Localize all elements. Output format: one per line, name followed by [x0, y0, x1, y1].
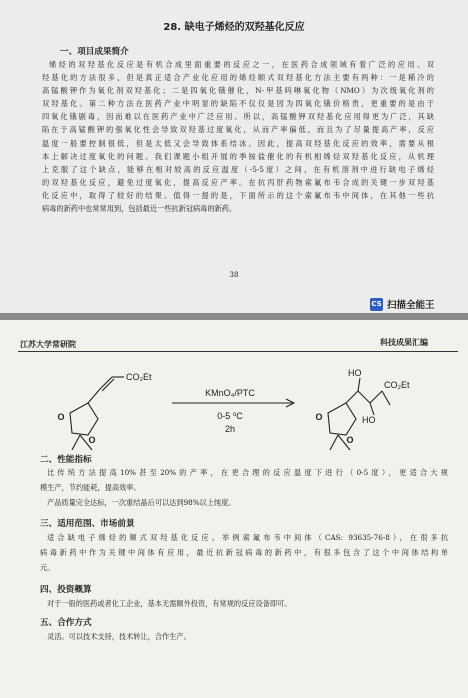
- performance-line-2: 模生产，节约能耗，提高效率。: [40, 483, 141, 492]
- document-page-2: [0, 320, 468, 698]
- section-heading-summary: 一、项目成果简介: [60, 47, 129, 57]
- header-institution: 江苏大学常研院: [20, 340, 76, 349]
- scope-paragraph: [40, 530, 448, 575]
- investment-line: 对于一般的医药或者化工企业，基本无需额外投资，有常规的反应设备即可。: [47, 599, 292, 608]
- svg-text:O: O: [346, 435, 354, 445]
- reactant-ester-label: CO₂Et: [126, 372, 152, 382]
- summary-line: 陷在于高锰酸钾的强氧化性会导致双羟基过度氧化，从而产率偏低，而且为了尽量提高产率，反应: [42, 125, 434, 135]
- scanner-label: 扫描全能王: [387, 300, 435, 311]
- performance-line-1: 比传统方法提高10%甚至20%的产率，在更合理的反应温度下进行（0-5度），更适合大规: [47, 468, 448, 477]
- cooperation-paragraph: [40, 630, 448, 643]
- summary-line: 本上解决过度氧化的问题。我们课题小组开展的季铵盐催化的有机相烯烃双羟基化反应，从机理: [42, 151, 434, 161]
- reactant-dioxolane-ring: [70, 403, 98, 435]
- scanner-watermark: [370, 297, 435, 311]
- summary-line: 温度一般要控制很低，但是太低又会导致体系结冰。因此，提高双羟基化反应的效率，需要从根: [42, 138, 434, 148]
- product-ester-label: CO₂Et: [384, 380, 410, 390]
- scope-line-3: 元。: [40, 563, 55, 572]
- summary-line: 高锰酸钾作为氧化剂双羟基化；二是四氧化锇催化，N-甲基吗啉氧化物（NMO）为次级氧化剂的: [42, 86, 434, 96]
- product-dioxolane-ring: [328, 403, 356, 435]
- scope-line-1: 适合缺电子烯烃的顺式双羟基化反应。举例索氟布韦中间体（CAS: 93635-76-8），在很多抗: [47, 533, 448, 542]
- svg-text:O: O: [57, 412, 65, 422]
- document-page-1: [0, 0, 468, 313]
- cooperation-line: 灵活。可以技术支持，技术转让，合作生产。: [47, 632, 191, 641]
- summary-line: 上克服了这个缺点，能够在相对较高的反应温度（-5-5度）之间，在有机溶剂中进行缺电子烯烃: [42, 164, 434, 174]
- summary-paragraph: [42, 58, 434, 215]
- reagent-label: KMnO₄/PTC: [205, 388, 255, 398]
- section-heading-investment: 四、投资概算: [40, 585, 92, 595]
- section-heading-scope: 三、适用范围、市场前景: [40, 519, 135, 529]
- scanner-logo-icon: CS: [370, 298, 383, 311]
- summary-line: 化反应中，取得了较好的结果。值得一提的是，下面所示的这个索氟布韦中间体，在其他一些抗: [42, 190, 434, 200]
- time-label: 2h: [224, 424, 236, 434]
- svg-text:O: O: [315, 412, 323, 422]
- summary-line: 四氧化锇剧毒，因而难以在医药产业中广泛应用。所以，高锰酸钾双羟基化应用得更为广泛，其缺: [42, 112, 434, 122]
- page-number: 38: [229, 271, 239, 279]
- header-collection-title: 科技成果汇编: [380, 338, 428, 347]
- summary-line: 双羟基化。第二种方法在医药产业中明显的缺陷不仅仅是因为四氧化锇价格贵，更重要的是由于: [42, 99, 434, 109]
- temperature-label: 0-5 ⁰C: [217, 411, 243, 421]
- summary-line: 的双羟基化反应，避免过度氧化，提高反应产率。在抗丙肝药物索氟布韦合成的关键一步双羟基: [42, 177, 434, 187]
- scope-line-2: 病毒新药中作为关键中间体有应用，最近抗新冠病毒的新药中，有很多包含了这个中间体结构单: [40, 548, 448, 557]
- investment-paragraph: [40, 597, 448, 610]
- summary-line: 病毒的新药中也常常用到，包括最近一些抗新冠病毒的新药。: [42, 204, 237, 214]
- performance-paragraph: [40, 465, 448, 510]
- summary-line: 羟基化的方法很多，但是真正适合产业化应用的烯烃顺式双羟基化方法主要有两种：一是稀冷的: [42, 73, 434, 83]
- section-heading-performance: 二、性能指标: [40, 455, 92, 465]
- product-hydroxyl-bottom: HO: [362, 415, 376, 425]
- reaction-scheme: [0, 353, 468, 463]
- document-title: 28. 缺电子烯烃的双羟基化反应: [163, 22, 305, 33]
- svg-text:O: O: [88, 435, 96, 445]
- header-rule: [18, 351, 458, 352]
- section-heading-cooperation: 五、合作方式: [40, 618, 92, 628]
- product-hydroxyl-top: HO: [348, 368, 362, 378]
- summary-line: 烯烃的双羟基化反应是有机合成里面重要的反应之一，在医药合成领域有着广泛的应用。双: [49, 60, 434, 69]
- performance-line-3: 产品质量完全达标，一次重结晶后可以达到98%以上纯度。: [47, 498, 236, 507]
